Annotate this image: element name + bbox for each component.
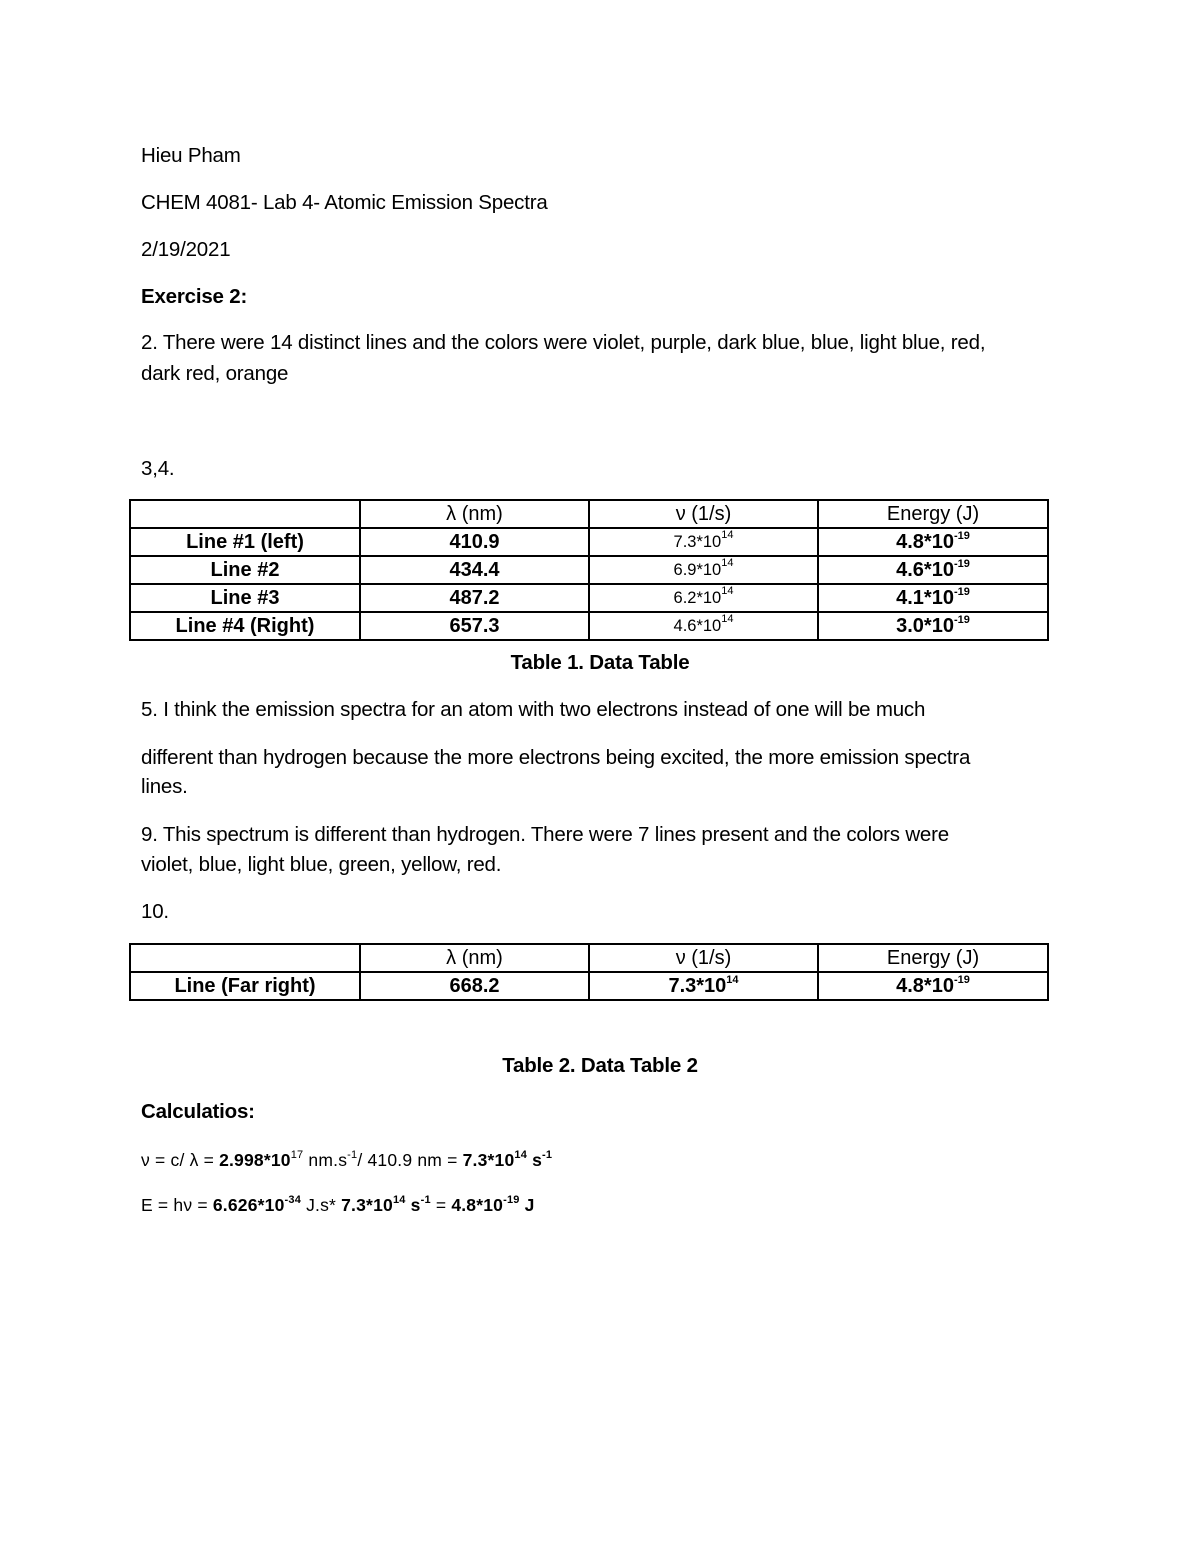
- table-2-caption: Table 2. Data Table 2: [502, 1054, 698, 1077]
- formula-text: J.s*: [301, 1195, 342, 1215]
- table-header-row: [130, 944, 1048, 972]
- frequency-cell: [589, 584, 818, 612]
- calculations-heading: Calculatios:: [141, 1100, 255, 1123]
- wavelength-cell: 410.9: [360, 528, 589, 556]
- frequency-base: 7.3*10: [668, 975, 727, 997]
- formula-exponent: 17: [290, 1149, 304, 1161]
- energy-cell: [818, 972, 1048, 1000]
- report-date: 2/19/2021: [141, 238, 231, 261]
- wavelength-cell: 487.2: [360, 584, 589, 612]
- energy-exponent: -19: [953, 558, 970, 570]
- table-header-cell: [130, 500, 360, 528]
- formula-text: ν = c/ λ =: [141, 1150, 220, 1170]
- formula-value: 6.626*10: [212, 1195, 285, 1215]
- formula-unit: s: [405, 1195, 421, 1215]
- author-name: Hieu Pham: [141, 144, 241, 167]
- frequency-formula: [141, 1150, 552, 1171]
- formula-exponent: -1: [347, 1149, 358, 1161]
- answer-5-line-3: lines.: [141, 775, 188, 798]
- table-row: [130, 612, 1048, 640]
- formula-value: 2.998*10: [219, 1150, 291, 1170]
- answer-10-label: 10.: [141, 900, 169, 923]
- wavelength-cell: 434.4: [360, 556, 589, 584]
- answer-9-line-2: violet, blue, light blue, green, yellow, red.: [141, 853, 502, 876]
- table-row: [130, 584, 1048, 612]
- formula-result: 7.3*10: [462, 1150, 515, 1170]
- formula-result: 4.8*10: [451, 1195, 504, 1215]
- formula-exponent: 14: [392, 1194, 406, 1206]
- table-header-wavelength: λ (nm): [360, 500, 589, 528]
- formula-exponent: -1: [420, 1194, 431, 1206]
- energy-base: 3.0*10: [896, 615, 954, 637]
- course-title: CHEM 4081- Lab 4- Atomic Emission Spectra: [141, 191, 548, 214]
- table-1-caption: Table 1. Data Table: [510, 651, 690, 674]
- energy-cell: [818, 556, 1048, 584]
- frequency-exponent: 14: [721, 557, 734, 569]
- exercise-heading: Exercise 2:: [141, 285, 248, 308]
- row-label: Line #3: [130, 584, 360, 612]
- answer-2-line-1: 2. There were 14 distinct lines and the colors were violet, purple, dark blue, blue, light blue, red,: [141, 331, 986, 354]
- formula-exponent: -34: [284, 1194, 302, 1206]
- row-label: Line #2: [130, 556, 360, 584]
- energy-cell: [818, 528, 1048, 556]
- answer-5-line-1: 5. I think the emission spectra for an atom with two electrons instead of one will be much: [141, 698, 926, 721]
- formula-text: =: [430, 1195, 452, 1215]
- row-label: Line (Far right): [130, 972, 360, 1000]
- frequency-cell: [589, 528, 818, 556]
- frequency-exponent: 14: [721, 613, 734, 625]
- wavelength-cell: 657.3: [360, 612, 589, 640]
- frequency-cell: [589, 972, 818, 1000]
- row-label: Line #1 (left): [130, 528, 360, 556]
- energy-base: 4.6*10: [896, 559, 954, 581]
- answer-3-4-label: 3,4.: [141, 457, 175, 480]
- table-header-frequency: ν (1/s): [589, 500, 818, 528]
- energy-base: 4.1*10: [896, 587, 954, 609]
- table-header-wavelength: λ (nm): [360, 944, 589, 972]
- energy-exponent: -19: [953, 530, 970, 542]
- frequency-cell: [589, 612, 818, 640]
- formula-value: 7.3*10: [341, 1195, 393, 1215]
- energy-base: 4.8*10: [896, 531, 954, 553]
- energy-cell: [818, 584, 1048, 612]
- table-header-cell: [130, 944, 360, 972]
- frequency-cell: [589, 556, 818, 584]
- frequency-base: 6.2*10: [673, 589, 722, 607]
- frequency-exponent: 14: [721, 529, 734, 541]
- formula-exponent: 14: [514, 1149, 528, 1161]
- energy-exponent: -19: [953, 974, 970, 986]
- energy-formula: [141, 1195, 535, 1216]
- table-row: [130, 528, 1048, 556]
- data-table-1: [129, 499, 1049, 641]
- energy-base: 4.8*10: [896, 975, 954, 997]
- table-header-energy: Energy (J): [818, 944, 1048, 972]
- table-row: [130, 556, 1048, 584]
- frequency-exponent: 14: [721, 585, 734, 597]
- answer-2-line-2: dark red, orange: [141, 362, 289, 385]
- formula-text: / 410.9 nm =: [357, 1150, 463, 1170]
- row-label: Line #4 (Right): [130, 612, 360, 640]
- formula-text: nm.s: [303, 1150, 348, 1170]
- frequency-base: 7.3*10: [673, 533, 722, 551]
- answer-5-line-2: different than hydrogen because the more electrons being excited, the more emission spectra: [141, 746, 971, 769]
- table-header-row: [130, 500, 1048, 528]
- formula-text: E = hν =: [141, 1195, 213, 1215]
- answer-9-line-1: 9. This spectrum is different than hydrogen. There were 7 lines present and the colors were: [141, 823, 949, 846]
- wavelength-cell: 668.2: [360, 972, 589, 1000]
- energy-exponent: -19: [953, 614, 970, 626]
- energy-exponent: -19: [953, 586, 970, 598]
- data-table-2: [129, 943, 1049, 1001]
- formula-unit: s: [527, 1150, 543, 1170]
- formula-unit: J: [519, 1195, 535, 1215]
- frequency-base: 4.6*10: [673, 617, 722, 635]
- table-row: [130, 972, 1048, 1000]
- formula-exponent: -19: [503, 1194, 520, 1206]
- table-header-frequency: ν (1/s): [589, 944, 818, 972]
- formula-exponent: -1: [542, 1149, 553, 1161]
- frequency-exponent: 14: [726, 974, 739, 986]
- energy-cell: [818, 612, 1048, 640]
- table-header-energy: Energy (J): [818, 500, 1048, 528]
- frequency-base: 6.9*10: [673, 561, 722, 579]
